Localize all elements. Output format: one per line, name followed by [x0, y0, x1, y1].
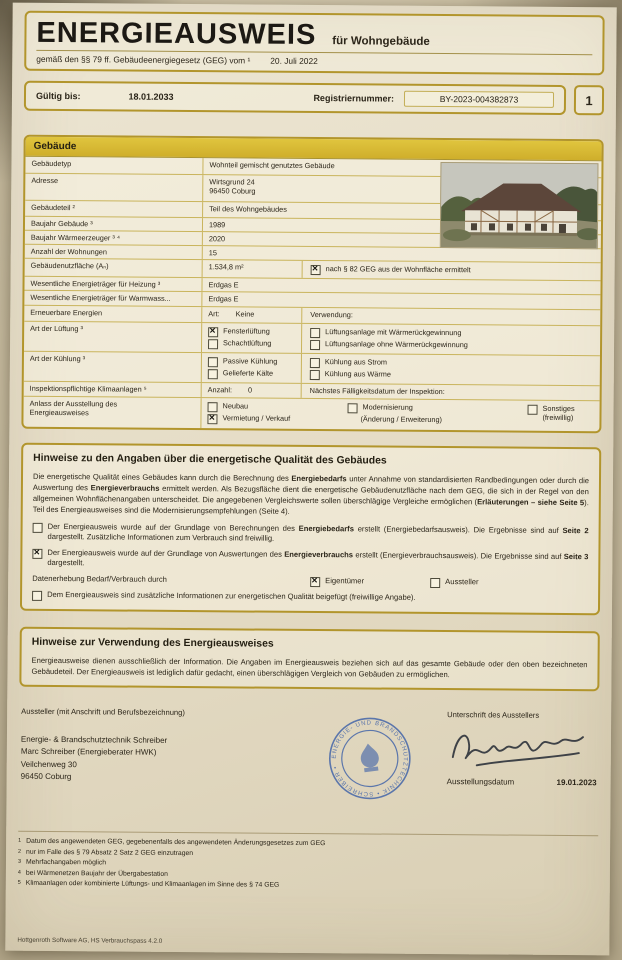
checkbox-aussteller[interactable] — [430, 578, 440, 588]
lueftung-col2 — [302, 323, 600, 354]
section-hinweise-qualitaet — [20, 442, 601, 615]
checkbox-neubau[interactable] — [208, 402, 218, 412]
checkbox-bedarfsausweis[interactable] — [33, 522, 43, 532]
checkbox-label: Neubau — [222, 400, 249, 411]
row-value: 2020 — [208, 234, 226, 244]
checkbox-label: Sonstiges (freiwillig) — [542, 403, 575, 422]
stamp-icon — [322, 710, 419, 807]
art-cell — [202, 307, 302, 323]
issuer-section — [20, 707, 597, 824]
title-row — [36, 16, 592, 55]
page-title: ENERGIEAUSWEIS — [36, 16, 317, 52]
checkbox-label: Aussteller — [445, 577, 479, 587]
row-value: 15 — [208, 248, 217, 258]
section-title: Hinweise zu den Angaben über die energetische Qualität des Gebäudes — [33, 452, 387, 467]
row-label: Wesentliche Energieträger für Heizung ³ — [24, 277, 202, 292]
kuehlung-col1 — [202, 353, 302, 383]
signature-label: Unterschrift des Ausstellers — [447, 710, 540, 720]
lueftung-col1 — [202, 323, 302, 353]
footnote: 2 nur im Falle des § 79 Absatz 2 Satz 2 GEG einzutragen — [18, 848, 194, 857]
checkbox-eigentuemer[interactable] — [310, 577, 320, 587]
anlass-col3 — [521, 400, 599, 431]
checkbox-schachtlueftung[interactable] — [208, 339, 218, 349]
issuer-right — [447, 710, 598, 787]
address-line2: 96450 Coburg — [209, 186, 256, 196]
checkbox-label: Lüftungsanlage ohne Wärmerückgewinnung — [325, 338, 468, 349]
row-value: Erdgas E — [208, 294, 239, 304]
anlass-col1 — [201, 398, 341, 429]
issuer-label: Aussteller (mit Anschrift und Berufsbezeichnung) — [21, 706, 185, 718]
checkbox-label: Gelieferte Kälte — [222, 367, 274, 378]
checkbox-label: Lüftungsanlage mit Wärmerückgewinnung — [325, 326, 462, 337]
zusatzinfo-text: Dem Energieausweis sind zusätzliche Informationen zur energetischen Qualität beigefügt (freiwillige Angabe). — [47, 589, 416, 602]
issue-date-row — [447, 777, 597, 787]
document-subtitle: für Wohngebäude — [332, 35, 430, 48]
section-hinweise-verwendung — [19, 627, 599, 692]
row-label: Baujahr Wärmeerzeuger ³ ⁴ — [25, 231, 203, 246]
checkbox-lueftung-ohne-wrg[interactable] — [310, 340, 320, 350]
bedarfsausweis-text: Der Energieausweis wurde auf der Grundlage von Berechnungen des Energiebedarfs erstellt (Energiebedarfsausweis). Die Ergebnisse sind auf Seite 2 dargestellt. Zusätzliche Informationen zum Verbrauch sind freiwillig. — [47, 521, 589, 543]
verbrauchsausweis-option — [32, 548, 588, 574]
nutzflaeche-check-cell — [303, 262, 601, 279]
row-value: Teil des Wohngebäudes — [209, 204, 287, 214]
section-gebaeude — [21, 135, 603, 433]
checkbox-label: Eigentümer — [325, 576, 365, 586]
document-page — [5, 3, 616, 956]
registry-label: Registriernummer: — [313, 93, 395, 104]
checkbox-label: Schachtlüftung — [223, 337, 272, 348]
house-illustration — [441, 163, 598, 248]
kuehlung-col2 — [302, 353, 600, 384]
validity-row — [24, 81, 604, 116]
datenerhebung-label: Datenerhebung Bedarf/Verbrauch durch — [32, 573, 167, 584]
checkbox-label: Fensterlüftung — [223, 325, 270, 336]
valid-until-label: Gültig bis: — [35, 90, 81, 102]
verwendung-cell: Verwendung: — [310, 309, 353, 319]
checkbox-fensterlueftung[interactable] — [208, 327, 218, 337]
row-value: Erdgas E — [208, 280, 239, 290]
checkbox-label: Kühlung aus Wärme — [324, 368, 391, 379]
validity-bar — [24, 81, 566, 115]
checkbox-kuehlung-strom[interactable] — [310, 358, 320, 368]
row-label: Gebäudetyp — [25, 157, 203, 174]
issuer-line: Energie- & Brandschutztechnik Schreiber — [20, 734, 168, 745]
anlass-label-line1: Anlass der Ausstellung des — [29, 398, 118, 409]
signature — [447, 721, 597, 776]
row-value: 1.534,8 m² — [203, 260, 303, 278]
valid-until-value: 18.01.2033 — [128, 91, 174, 102]
row-label: Gebäudeteil ² — [25, 201, 203, 217]
row-anlass — [23, 396, 599, 431]
footnote: 3 Mehrfachangaben möglich — [17, 858, 107, 867]
verbrauchsausweis-text: Der Energieausweis wurde auf der Grundlage von Auswertungen des Energieverbrauchs erstellt (Energieverbrauchsausweis). Die Ergebnisse sind auf Seite 3 dargestellt. — [47, 547, 589, 568]
row-value: Wohnteil gemischt genutztes Gebäude — [209, 160, 335, 171]
row-lueftung — [24, 321, 600, 356]
row-label: Adresse — [25, 174, 203, 201]
row-label: Gebäudenutzfläche (Aₙ) — [25, 259, 203, 277]
row-label: Baujahr Gebäude ³ — [25, 217, 203, 232]
anlass-col2 — [341, 399, 521, 430]
checkbox-nutzflaeche-wohnflaeche[interactable] — [311, 265, 321, 275]
address-line1: Wirtsgrund 24 — [209, 177, 255, 187]
intro-paragraph: Die energetische Qualität eines Gebäudes kann durch die Berechnung des Energiebedarfs unter Annahme von standardisierten Randbedingungen oder durch die Auswertung des Energieverbrauchs ermittelt werden. Als Bezugsfläche dient die energetische Gebäudenutzfläche nach dem GEG, die sich in der Regel von den allgemeinen Wohnflächenangaben unterscheidet. Die angegebenen Vergleichswerte sollen überschlägige Vergleiche ermöglichen (Erläuterungen – siehe Seite 5). Teil des Energieausweises sind die Modernisierungsempfehlungen (Seite 4). — [32, 471, 590, 516]
checkbox-zusatzinfo[interactable] — [32, 591, 42, 601]
issuer-line: Marc Schreiber (Energieberater HWK) — [20, 747, 157, 758]
issue-date-label: Ausstellungsdatum — [446, 777, 515, 787]
anlass-label-line2: Energieausweises — [29, 407, 89, 417]
checkbox-gelieferte-kaelte[interactable] — [208, 369, 218, 379]
row-label: Art der Kühlung ³ — [24, 351, 202, 381]
law-date: 20. Juli 2022 — [270, 55, 318, 67]
gebaeude-table — [23, 157, 601, 431]
company-stamp — [322, 710, 419, 807]
modernisierung-subtext: (Änderung / Erweiterung) — [360, 413, 443, 424]
svg-text:ENERGIE- UND BRANDSCHUTZTECHNI: ENERGIE- UND BRANDSCHUTZTECHNIK • SCHREIBER • — [331, 720, 408, 797]
checkbox-kuehlung-waerme[interactable] — [310, 370, 320, 380]
registry-number: BY-2023-004382873 — [404, 91, 554, 108]
signature-icon — [447, 721, 595, 774]
checkbox-label: Modernisierung — [362, 401, 413, 412]
checkbox-modernisierung[interactable] — [348, 403, 358, 413]
anzahl-cell — [202, 383, 302, 398]
anzahl-label: Anzahl: — [207, 384, 233, 394]
issuer-line: 96450 Coburg — [20, 771, 72, 782]
issuer-line: Veilchenweg 30 — [20, 759, 77, 769]
row-label: Erneuerbare Energien — [24, 305, 202, 321]
footnote: 4 bei Wärmenetzen Baujahr der Übergabestation — [17, 869, 168, 878]
checkbox-verbrauchsausweis[interactable] — [32, 549, 42, 559]
checkbox-passive-kuehlung[interactable] — [208, 357, 218, 367]
checkbox-label: Kühlung aus Strom — [324, 356, 388, 367]
bedarfsausweis-option — [32, 521, 588, 547]
footnote: 1 Datum des angewendeten GEG, gegebenenfalls des angewendeten Änderungsgesetzes zum GEG — [18, 837, 326, 848]
row-value: 1989 — [208, 220, 226, 230]
art-label: Art: — [208, 308, 220, 318]
checkbox-label: Vermietung / Verkauf — [222, 412, 291, 423]
checkbox-sonstiges[interactable] — [528, 404, 538, 414]
footnote: 5 Klimaanlagen oder kombinierte Lüftungs- und Klimaanlagen im Sinne des § 74 GEG — [17, 879, 280, 889]
row-label: Art der Lüftung ³ — [24, 321, 202, 351]
section-gebaeude-title: Gebäude — [26, 137, 602, 162]
row-label: Wesentliche Energieträger für Warmwass... — [24, 291, 202, 306]
software-credit: Hottgenroth Software AG, HS Verbrauchspass 4.2.0 — [17, 936, 163, 945]
faelligkeitsdatum-cell: Nächstes Fälligkeitsdatum der Inspektion: — [309, 385, 445, 396]
law-reference: gemäß den §§ 79 ff. Gebäudeenergiegesetz (GEG) vom ¹ — [36, 53, 251, 66]
page-number-badge: 1 — [574, 85, 604, 115]
checkbox-label: Passive Kühlung — [222, 355, 278, 366]
anzahl-value: 0 — [248, 385, 253, 395]
datenerhebung-row — [32, 574, 588, 589]
checkbox-lueftung-mit-wrg[interactable] — [310, 328, 320, 338]
building-photo — [440, 162, 599, 249]
document-header — [24, 11, 604, 76]
row-kuehlung — [24, 351, 600, 386]
zusatzinfo-option — [32, 590, 588, 605]
footnotes — [18, 831, 598, 894]
section-title: Hinweise zur Verwendung des Energieausweises — [31, 636, 274, 650]
datenerhebung-eigentuemer — [310, 576, 430, 588]
datenerhebung-aussteller — [430, 577, 588, 589]
checkbox-label: nach § 82 GEG aus der Wohnfläche ermittelt — [325, 264, 471, 275]
row-label: Anzahl der Wohnungen — [25, 245, 203, 260]
row-label — [23, 396, 201, 427]
verwendung-paragraph: Energieausweise dienen ausschließlich der Information. Die Angaben im Energieausweis beziehen sich auf das gesamte Gebäude oder den oben bezeichneten Gebäudeteil. Der Energieausweis ist lediglich dafür gedacht, einen überschlägigen Vergleich von Gebäuden zu ermöglichen. — [31, 655, 588, 680]
checkbox-vermietung-verkauf[interactable] — [207, 414, 217, 424]
row-label: Inspektionspflichtige Klimaanlagen ⁵ — [24, 381, 202, 396]
issue-date-value: 19.01.2023 — [556, 777, 597, 788]
art-value: Keine — [235, 308, 255, 319]
